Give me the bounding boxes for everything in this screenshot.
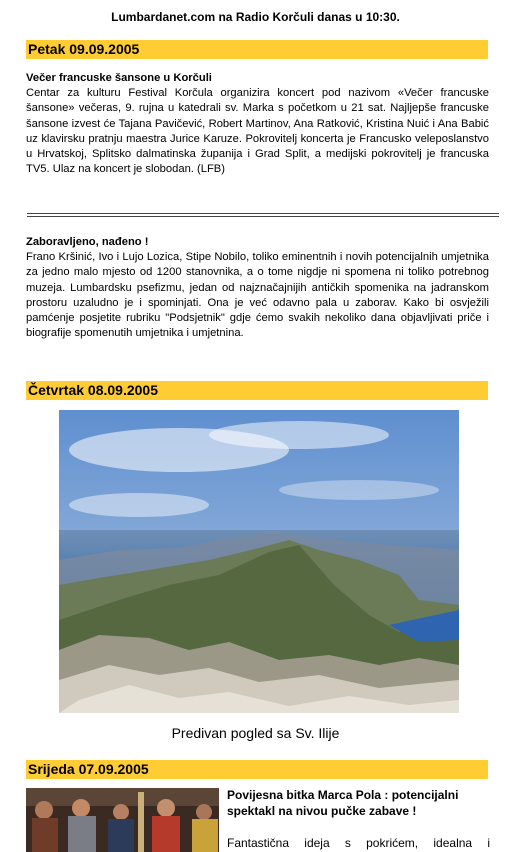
date-heading-wednesday: Srijeda 07.09.2005 xyxy=(26,760,488,779)
section-divider xyxy=(27,213,499,217)
date-heading-thursday: Četvrtak 08.09.2005 xyxy=(26,381,488,400)
marco-polo-battle-photo[interactable] xyxy=(26,788,219,852)
top-announcement: Lumbardanet.com na Radio Korčuli danas u 10:30. xyxy=(111,10,400,24)
landscape-photo xyxy=(59,410,459,713)
news-article-forgotten xyxy=(26,235,489,341)
photo-caption: Predivan pogled sa Sv. Ilije xyxy=(171,725,340,741)
news-article-marco-polo xyxy=(227,787,490,851)
article-title[interactable]: Povijesna bitka Marca Pola : potencijalni spektakl na nivou pučke zabave ! xyxy=(227,788,459,818)
news-article-chanson xyxy=(26,71,489,177)
date-heading-friday: Petak 09.09.2005 xyxy=(26,40,488,59)
article-body: Fantastična ideja s pokrićem, idealna i xyxy=(227,836,490,850)
article-body: Centar za kulturu Festival Korčula organizira koncert pod nazivom «Večer francuske šansone» večeras, 9. rujna u katedrali sv. Marka s početkom u 21 sat. Najljepše francuske šansone izvest će Tajana Pavičević, Robert Martinov, Ana Ratković, Kristina Nuić i Ana Babić uz klavirsku pratnju maestra Jurice Karuze. Pokrovitelj koncerta je Francusko veleposlanstvo u Hrvatskoj, Splitsko dalmatinska županija i Grad Split, a medijski pokrovitelj je francuska TV5. Ulaz na koncert je slobodan. (LFB) xyxy=(26,87,489,176)
article-title: Zaboravljeno, nađeno ! xyxy=(26,236,149,248)
article-title: Večer francuske šansone u Korčuli xyxy=(26,72,212,84)
article-body: Frano Kršinić, Ivo i Lujo Lozica, Stipe Nobilo, toliko eminentnih i novih potencijalnih umjetnika za jedno malo mjesto od 1200 stanovnika, a o tome nigdje ni spomena ni toliko potrebnog muzeja. Lumbardsku psefizmu, jedan od najznačajnijih antičkih spomenika na jadranskom prostoru uzaludno je i spominjati. Ona je već odavno pala u zaborav. Kako bi osvježili pamćenje posjetite rubriku "Podsjetnik" gdje ćemo svakih nekoliko dana objavljivati priče i biografije spomenutih umjetnika i umjetnina. xyxy=(26,251,489,340)
